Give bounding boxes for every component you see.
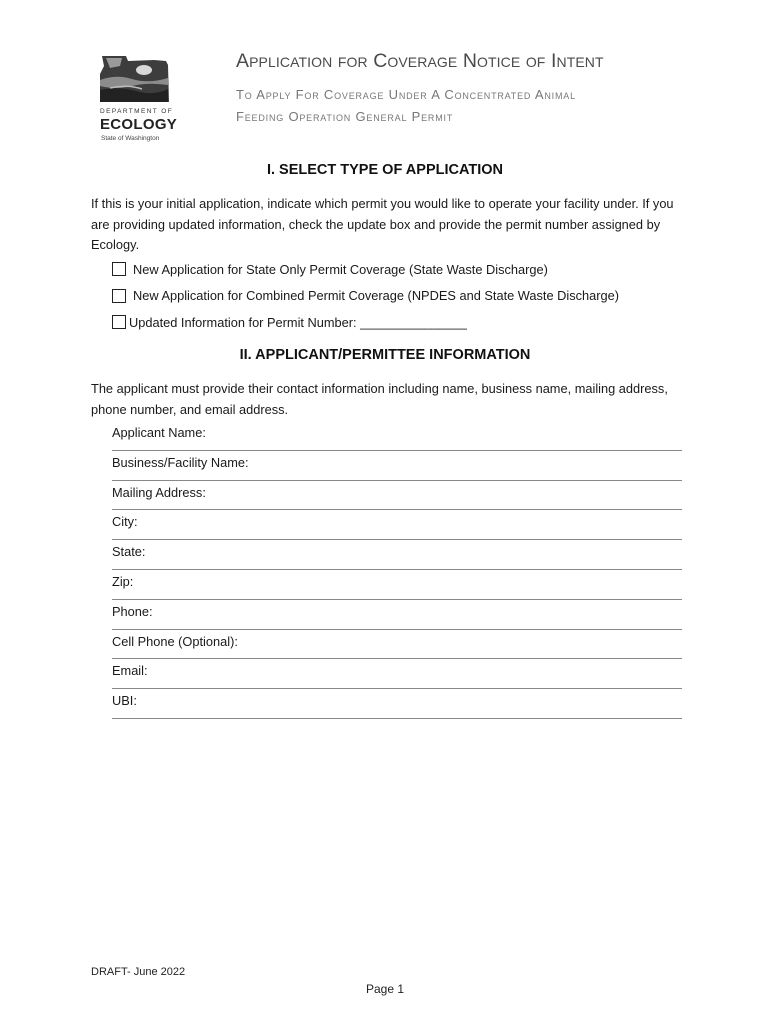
city-field[interactable] (112, 511, 682, 540)
field-label: UBI: (112, 693, 137, 709)
ecology-logo (96, 52, 178, 144)
field-label: Business/Facility Name: (112, 454, 249, 470)
applicant-name-field[interactable] (112, 422, 682, 451)
application-type-options (112, 256, 712, 336)
field-label: Phone: (112, 603, 153, 619)
washington-state-logo-icon (96, 52, 172, 106)
field-label: Cell Phone (Optional): (112, 633, 238, 649)
state-field[interactable] (112, 541, 682, 570)
state-only-checkbox[interactable] (112, 262, 126, 276)
section-2-paragraph: The applicant must provide their contact information including name, business name, mailing address, phone number, and email address. (91, 381, 668, 417)
zip-field[interactable] (112, 571, 682, 600)
updated-info-checkbox[interactable] (112, 315, 126, 329)
subtitle-line-2: Feeding Operation General Permit (236, 109, 454, 124)
combined-checkbox[interactable] (112, 289, 126, 303)
mailing-address-field[interactable] (112, 482, 682, 511)
option-combined[interactable] (112, 283, 712, 310)
page-number: Page 1 (365, 982, 405, 996)
option-label: New Application for Combined Permit Coverage (NPDES and State Waste Discharge) (133, 288, 620, 304)
subtitle-line-1: To Apply For Coverage Under A Concentrated Animal (236, 87, 576, 102)
option-updated-info[interactable] (112, 309, 712, 336)
field-label: City: (112, 514, 138, 530)
applicant-fields (112, 422, 682, 720)
option-state-only[interactable] (112, 256, 712, 283)
field-label: Email: (112, 663, 148, 679)
logo-department-text: DEPARTMENT OF (100, 108, 174, 115)
document-subtitle (236, 84, 676, 128)
footer-draft-date: DRAFT- June 2022 (91, 966, 186, 978)
email-field[interactable] (112, 660, 682, 689)
logo-ecology-text: ECOLOGY (100, 116, 178, 133)
document-title: Application for Coverage Notice of Intent (236, 50, 604, 72)
logo-state-text: State of Washington (101, 135, 160, 142)
field-label: Zip: (112, 573, 134, 589)
phone-field[interactable] (112, 601, 682, 630)
section-2-heading: II. APPLICANT/PERMITTEE INFORMATION (239, 347, 531, 363)
option-label: Updated Information for Permit Number: _______________ (129, 314, 467, 330)
ubi-field[interactable] (112, 690, 682, 719)
business-name-field[interactable] (112, 452, 682, 481)
option-label: New Application for State Only Permit Coverage (State Waste Discharge) (133, 261, 548, 277)
section-1-heading: I. SELECT TYPE OF APPLICATION (266, 162, 504, 178)
cell-phone-field[interactable] (112, 631, 682, 660)
field-label: Mailing Address: (112, 484, 206, 500)
field-label: Applicant Name: (112, 425, 206, 440)
section-1-paragraph: If this is your initial application, indicate which permit you would like to operate your facility under. If you are providing updated information, check the update box and provide the permit number assigned by Ecology. (91, 196, 674, 252)
field-label: State: (112, 544, 146, 560)
